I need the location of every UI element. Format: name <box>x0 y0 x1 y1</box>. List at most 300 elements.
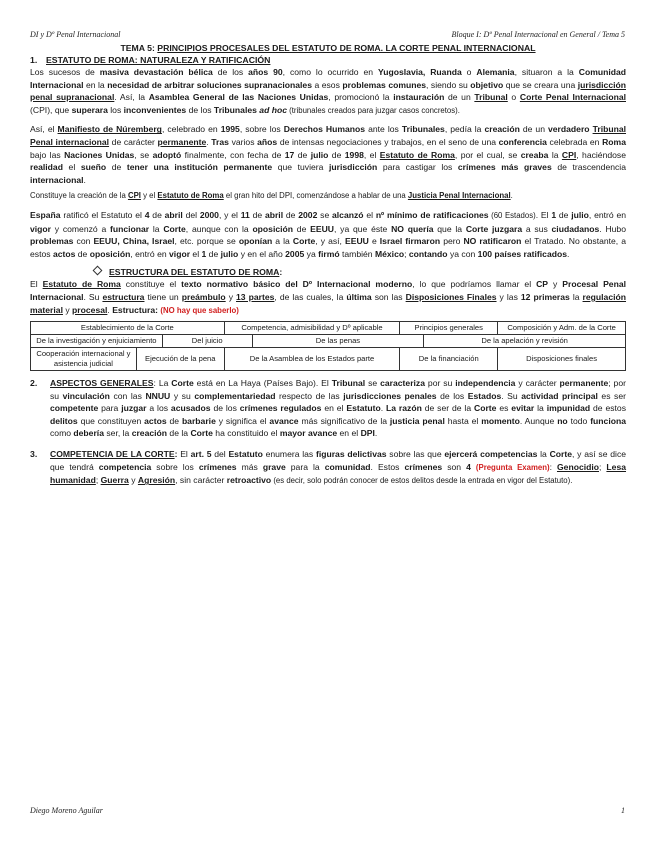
text-run: Manifiesto de Núremberg <box>57 124 162 135</box>
section-3 <box>30 448 626 488</box>
text-run: realidad <box>30 162 63 173</box>
text-run: países ratificados <box>494 248 568 259</box>
text-run: oposición <box>252 223 294 234</box>
text-run: (Pregunta Examen) <box>475 462 550 472</box>
text-run: competencia <box>98 461 152 472</box>
text-run: 1998 <box>344 149 364 160</box>
text-run: y <box>548 279 563 290</box>
text-run: ha constituido el <box>212 428 280 439</box>
text-run: Así, el <box>30 124 58 135</box>
text-run: Corte Penal Internacional <box>519 92 626 103</box>
text-run: permanente <box>559 378 609 389</box>
text-run: comunidad <box>324 461 371 472</box>
text-run: con <box>73 236 94 247</box>
text-run: julio <box>310 149 329 160</box>
text-run: años 90 <box>248 67 283 77</box>
text-run: NO quería <box>391 223 434 234</box>
text-run: , y así se dice que tendrá <box>50 449 627 472</box>
table-cell: De la investigación y enjuiciamiento <box>31 335 163 348</box>
text-run: , como lo ocurrido en <box>282 67 378 77</box>
text-run: e <box>368 236 380 247</box>
text-run: Corte <box>549 449 573 460</box>
document-title <box>30 42 626 54</box>
text-run: de <box>149 209 165 220</box>
text-run: , etc. porque se <box>174 236 239 247</box>
text-run: Asamblea General de las Naciones Unidas <box>148 92 329 103</box>
text-run: , siendo su <box>426 79 471 90</box>
text-run: crímenes <box>404 461 443 472</box>
table-cell: Principios generales <box>400 322 498 335</box>
text-run: de <box>556 209 572 220</box>
text-run: el <box>363 209 376 220</box>
text-run: creación <box>131 428 168 439</box>
text-run: actos <box>144 415 167 426</box>
text-run: , aunque con la <box>185 223 253 234</box>
text-run: . <box>206 136 212 147</box>
text-run: art. 5 <box>190 449 212 460</box>
text-run: actos <box>52 248 76 259</box>
text-run: inconvenientes <box>123 104 187 115</box>
text-run: la <box>548 149 562 160</box>
text-run: competente <box>50 403 99 414</box>
text-run: Tribunal <box>331 378 366 389</box>
text-run: Comunidad Internacional <box>30 67 626 90</box>
text-run: (tribunales creados para juzgar casos concretos). <box>287 105 460 115</box>
text-run: COMPETENCIA DE LA CORTE <box>50 449 175 460</box>
text-run: . Así, la <box>114 92 149 103</box>
text-run: constituye el <box>120 279 182 290</box>
text-run: acusados <box>170 403 211 414</box>
text-run: funcionar <box>109 223 150 234</box>
text-run: son <box>442 461 467 472</box>
text-run: CP <box>536 279 549 290</box>
text-run: instauración <box>393 92 445 103</box>
text-run: Disposiciones Finales <box>405 291 497 302</box>
text-run: respecto de las <box>275 390 344 401</box>
text-run: los <box>107 104 124 115</box>
text-run: Corte <box>171 378 194 389</box>
page-header-right: Bloque I: Dº Penal Internacional en General / Tema 5 <box>451 30 625 39</box>
text-run: , ya que éste <box>334 223 392 234</box>
text-run: : La <box>153 378 172 389</box>
text-run: 1 <box>551 209 557 220</box>
text-run: permanente <box>157 136 207 147</box>
text-run: el gran hito del DPI, comenzándose a hablar de una <box>223 191 408 201</box>
document-body <box>30 42 626 488</box>
table-row <box>31 335 626 348</box>
text-run: la <box>534 403 547 414</box>
text-run: España <box>30 209 61 220</box>
text-run: Lesa humanidad <box>50 461 627 486</box>
section-1-paragraph-4 <box>30 209 626 260</box>
text-run: Corte juzgara <box>465 223 523 234</box>
text-run: por su <box>425 378 456 389</box>
text-run: EEUU, China, Israel <box>93 236 175 247</box>
text-run: 1995 <box>220 124 240 135</box>
text-run: creación <box>484 124 520 135</box>
section-1-paragraph-2 <box>30 123 626 186</box>
text-run: superara <box>71 104 108 115</box>
text-run: celebrada en <box>546 136 603 147</box>
text-run: Estatuto de Roma <box>42 279 121 290</box>
text-run: Tribunales <box>401 124 445 135</box>
text-run: Procesal Penal Internacional <box>30 279 627 302</box>
section-2-body <box>50 377 626 440</box>
text-run: 13 partes <box>236 291 275 302</box>
text-run: creaba <box>520 149 549 160</box>
text-run: . El <box>535 209 552 220</box>
text-run: como <box>50 428 74 439</box>
text-run: retroactivo <box>226 475 272 486</box>
text-run: , lo que podríamos llamar el <box>412 279 537 290</box>
text-run: vigor <box>30 223 52 234</box>
text-run: Corte <box>292 236 316 247</box>
section-2-number: 2. <box>30 378 38 389</box>
text-run: El <box>30 279 43 290</box>
table-cell: Del juicio <box>162 335 252 348</box>
text-run: CPI <box>561 149 577 160</box>
text-run: 2005 <box>285 248 305 259</box>
section-2 <box>30 377 626 440</box>
text-run: de estos <box>590 403 626 414</box>
text-run: problemas <box>30 236 74 247</box>
text-run: años <box>257 136 278 147</box>
text-run: ratificó el Estatuto el <box>60 209 145 220</box>
table-sizer-cell <box>31 371 137 372</box>
text-run: Estatuto <box>228 449 263 460</box>
text-run: complementariedad <box>194 390 276 401</box>
text-run: que tuviera <box>272 162 330 173</box>
table-sizer-cell <box>252 371 324 372</box>
text-run: Constituye la creación de la <box>30 191 128 201</box>
text-run: para castigar los <box>377 162 458 173</box>
text-run: Estatuto <box>346 403 381 414</box>
text-run: Corte <box>474 403 497 414</box>
text-run: Justicia Penal Internacional <box>407 191 511 201</box>
text-run: El <box>180 449 191 460</box>
text-run: NO ratificaron <box>463 236 522 247</box>
text-run: Derechos Humanos <box>283 124 366 135</box>
table-cell: Establecimiento de la Corte <box>31 322 225 335</box>
table-sizer-row <box>31 371 626 372</box>
text-run: de <box>294 149 311 160</box>
text-run: , y el <box>218 209 241 220</box>
text-run: de intensas negociaciones y trabajos, en el seno de una <box>277 136 499 147</box>
text-run: de los <box>210 403 240 414</box>
text-run: ; <box>404 248 409 259</box>
text-run: regulación material <box>30 291 627 315</box>
text-run: en la <box>83 79 108 90</box>
text-run: Tribunal Penal internacional <box>30 124 627 147</box>
text-run: internacional <box>30 174 84 185</box>
text-run: , se <box>134 149 153 160</box>
text-run: 4 <box>144 209 150 220</box>
text-run: vinculación <box>62 390 110 401</box>
table-cell: De la apelación y revisión <box>424 335 626 348</box>
text-run: 17 <box>284 149 295 160</box>
text-run: de <box>249 209 265 220</box>
text-run: y su <box>170 390 195 401</box>
text-run: ASPECTOS GENERALES <box>50 378 154 389</box>
text-run: EEUU <box>310 223 334 234</box>
text-run: (CPI), que <box>30 104 72 115</box>
text-run: del <box>182 209 200 220</box>
text-run: firmó <box>318 248 340 259</box>
text-run: finalmente, con fecha de <box>181 149 285 160</box>
text-run: . <box>510 191 513 201</box>
text-run: a la <box>272 236 293 247</box>
text-run: ; <box>95 475 101 486</box>
text-run: sobre las que <box>386 449 445 460</box>
text-run: de <box>106 162 127 173</box>
text-run: juzgar <box>121 403 147 414</box>
text-run: . Estos <box>370 461 405 472</box>
text-run: contando <box>408 248 448 259</box>
text-run: y <box>225 291 237 302</box>
text-run: debería <box>73 428 104 439</box>
text-run: NNUU <box>145 390 171 401</box>
text-run: está en La Haya (Países Bajo). El <box>193 378 332 389</box>
text-run: 4 <box>466 461 471 472</box>
text-run: de un <box>444 92 475 103</box>
text-run: ciudadanos <box>551 223 600 234</box>
text-run: DPI <box>360 428 375 439</box>
text-run: de <box>75 248 90 259</box>
section-1-paragraph-1 <box>30 66 626 117</box>
text-run: , celebrado en <box>161 124 221 135</box>
text-run: . Hubo <box>599 223 626 234</box>
diamond-bullet-icon <box>93 266 103 276</box>
table-cell: De la financiación <box>400 348 498 371</box>
text-run: del <box>211 449 229 460</box>
text-run: , entró en <box>130 248 170 259</box>
text-run: y en el año <box>238 248 286 259</box>
text-run: necesidad de arbitrar soluciones supranacionales <box>107 79 312 90</box>
text-run: y <box>128 475 138 486</box>
text-run: . <box>83 174 86 185</box>
title-prefix: TEMA 5: <box>120 43 155 53</box>
text-run: se <box>365 378 381 389</box>
section-3-body <box>50 448 626 488</box>
text-run: Corte <box>163 223 186 234</box>
table-sizer-cell <box>324 371 400 372</box>
text-run: , el <box>363 149 380 160</box>
text-run: la <box>537 449 550 460</box>
section-1-paragraph-5 <box>30 278 626 317</box>
text-run: tiene un <box>144 291 182 302</box>
text-run: impunidad <box>546 403 591 414</box>
text-run: también <box>339 248 375 259</box>
text-run: objetivo <box>470 79 504 90</box>
text-run: ser, la <box>103 428 132 439</box>
text-run: Naciones Unidas <box>64 149 135 160</box>
table-cell: Composición y Adm. de la Corte <box>498 322 626 335</box>
text-run: o <box>461 67 477 77</box>
text-run: pero <box>440 236 464 247</box>
text-run: el <box>62 162 81 173</box>
text-run: . <box>107 304 113 315</box>
text-run: jurisdicción <box>329 162 378 173</box>
text-run: evitar <box>511 403 535 414</box>
text-run: , sobre los <box>239 124 284 135</box>
table-sizer-cell <box>400 371 424 372</box>
text-run: figuras delictivas <box>315 449 387 460</box>
text-run: de <box>166 415 182 426</box>
text-run: de carácter <box>109 136 158 147</box>
text-run: de la <box>167 428 191 439</box>
text-run: 2002 <box>298 209 318 220</box>
text-run: Tras <box>211 136 229 147</box>
section-1-heading <box>30 54 626 66</box>
text-run: barbarie <box>181 415 216 426</box>
text-run: y el <box>140 191 158 201</box>
text-run: es <box>496 403 512 414</box>
table-cell: De las penas <box>252 335 424 348</box>
text-run: : <box>174 449 181 460</box>
text-run: de un <box>519 124 548 135</box>
text-run: Roma <box>602 136 626 147</box>
table-row <box>31 348 626 371</box>
text-run: (NO hay que saberlo) <box>160 305 239 315</box>
text-run: oposición <box>89 248 131 259</box>
text-run: la <box>149 223 164 234</box>
text-run: Agresión <box>137 475 176 486</box>
section-1-number: 1. <box>30 55 38 65</box>
text-run: de <box>283 209 299 220</box>
structure-table <box>30 321 626 371</box>
text-run: texto normativo básico del Dº Internacional moderno <box>181 279 413 290</box>
text-run: que se creara una <box>503 79 578 90</box>
text-run: que la <box>433 223 466 234</box>
text-run: . <box>374 428 378 439</box>
table-sizer-cell <box>136 371 162 372</box>
text-run: de <box>293 223 311 234</box>
table-cell: Ejecución de la pena <box>136 348 224 371</box>
text-run: Tribunales <box>213 104 260 115</box>
section-1-paragraph-3 <box>30 189 626 203</box>
text-run: julio <box>571 209 589 220</box>
text-run: preámbulo <box>181 291 226 302</box>
text-run: el <box>190 248 202 259</box>
text-run: estructura <box>102 291 145 302</box>
text-run: EEUU <box>345 236 369 247</box>
page-footer-author: Diego Moreno Aguilar <box>30 806 103 815</box>
text-run: para la <box>285 461 325 472</box>
text-run: independencia <box>455 378 516 389</box>
text-run: masiva devastación bélica <box>99 67 213 77</box>
text-run: , por el cual, se <box>454 149 521 160</box>
text-run: Corte <box>190 428 213 439</box>
text-run: Guerra <box>100 475 129 486</box>
table-cell: Cooperación internacional y asistencia judicial <box>31 348 137 371</box>
table-sizer-cell <box>162 371 224 372</box>
text-run: más significativo de la <box>298 415 390 426</box>
table-sizer-cell <box>224 371 252 372</box>
text-run: julio <box>220 248 239 259</box>
text-run: , promocionó la <box>328 92 394 103</box>
text-run: enumera las <box>262 449 316 460</box>
text-run: Estatuto de Roma <box>157 191 224 201</box>
text-run: delitos <box>50 415 78 426</box>
text-run: sueño <box>80 162 107 173</box>
text-run: justicia penal <box>389 415 445 426</box>
text-run: , sin carácter <box>175 475 227 486</box>
table-sizer-cell <box>424 371 498 372</box>
text-run: alcanzó <box>332 209 364 220</box>
text-run: tener una institución permanente <box>126 162 273 173</box>
text-run: . Su <box>501 390 522 401</box>
text-run: , entró en <box>588 209 627 220</box>
text-run: (60 Estados) <box>488 210 536 220</box>
text-run: y carácter <box>515 378 560 389</box>
text-run: en el <box>321 403 347 414</box>
subsection-suffix: : <box>279 267 283 278</box>
text-run: adoptó <box>152 149 182 160</box>
text-run: Alemania <box>476 67 515 77</box>
text-run: de los <box>436 390 468 401</box>
text-run: 11 <box>240 209 250 220</box>
table-row <box>31 322 626 335</box>
text-run: grave <box>262 461 286 472</box>
text-run: avance <box>269 415 299 426</box>
text-run: a esos <box>311 79 343 90</box>
text-run: todo <box>567 415 591 426</box>
text-run: es ser <box>597 390 626 401</box>
text-run: mayor avance <box>279 428 338 439</box>
text-run: hasta el <box>444 415 482 426</box>
text-run: vigor <box>169 248 191 259</box>
text-run: 12 <box>520 291 531 302</box>
text-run: varios <box>228 136 258 147</box>
text-run: conferencia <box>498 136 547 147</box>
text-run: verdadero <box>548 124 593 135</box>
text-run: Genocidio <box>556 461 600 472</box>
text-run: a los <box>146 403 171 414</box>
text-run: Los sucesos de <box>30 67 100 77</box>
text-run: o <box>507 92 520 103</box>
text-run: 100 <box>477 248 493 259</box>
subsection-title: ESTRUCTURA DEL ESTATUTO DE ROMA <box>109 267 280 278</box>
text-run: más <box>236 461 263 472</box>
text-run: México <box>374 248 405 259</box>
text-run: ; <box>599 461 607 472</box>
text-run: sobre los <box>151 461 199 472</box>
text-run: (es decir, solo podrán conocer de estos delitos desde la entrada en vigor del Estatuto). <box>271 476 573 486</box>
table-cell: Competencia, admisibilidad y Dº aplicable <box>224 322 400 335</box>
text-run: CPI <box>127 191 141 201</box>
text-run: . Aunque <box>519 415 558 426</box>
text-run: en el <box>337 428 361 439</box>
text-run: se <box>317 209 333 220</box>
text-run: oponían <box>238 236 273 247</box>
text-run: y significa el <box>215 415 270 426</box>
text-run: 1 <box>201 248 207 259</box>
text-run: actividad principal <box>521 390 598 401</box>
text-run: y las <box>496 291 521 302</box>
text-run: 2000 <box>199 209 219 220</box>
text-run: bajo las <box>30 149 65 160</box>
text-run: que constituyen <box>77 415 145 426</box>
text-run: de <box>206 248 221 259</box>
text-run: Tribunal <box>474 92 508 103</box>
text-run: de los <box>186 104 214 115</box>
text-run: a sus <box>522 223 552 234</box>
text-run: la <box>569 291 583 302</box>
text-run: y comenzó a <box>51 223 110 234</box>
text-run: ya <box>304 248 319 259</box>
subsection-heading <box>94 266 626 278</box>
text-run: jurisdicciones penales <box>343 390 437 401</box>
